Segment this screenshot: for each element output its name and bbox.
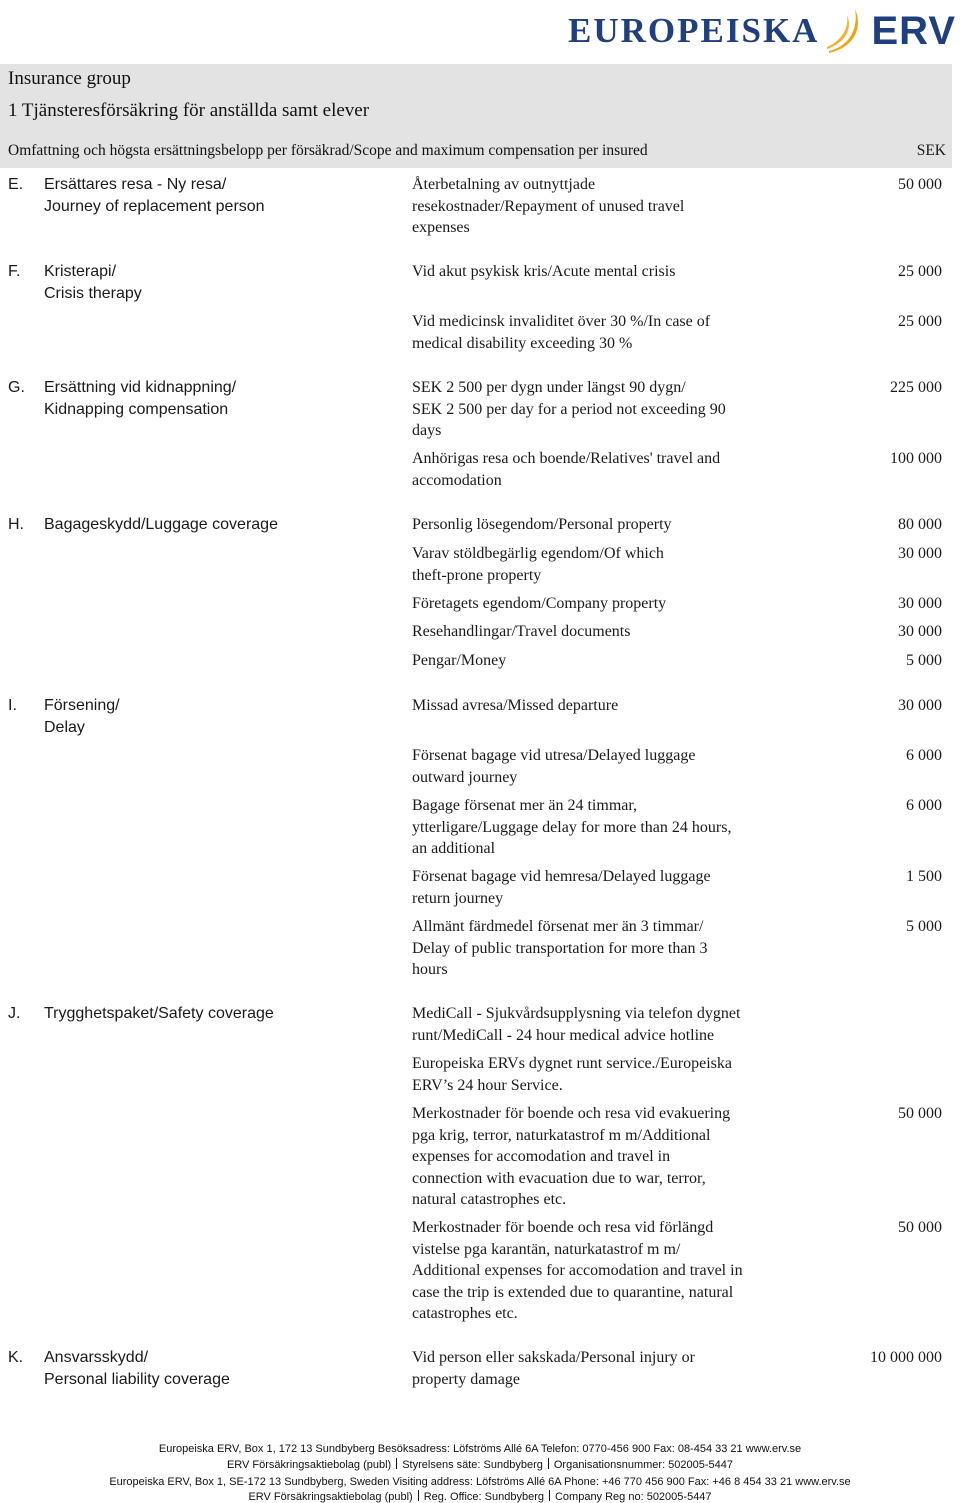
coverage-description: Allmänt färdmedel försenat mer än 3 timmar/ bbox=[412, 918, 704, 935]
coverage-description: expenses for accomodation and travel in bbox=[412, 1148, 671, 1165]
footer-en-line1: Europeiska ERV, Box 1, SE-172 13 Sundbyberg, Sweden Visiting address: Löfströms Allé 6A Phone: +46 770 456 900 Fax: +46 8 454 33 21 www.erv.se bbox=[109, 1476, 851, 1488]
section-label: Ersättares resa - Ny resa/ bbox=[44, 176, 227, 193]
coverage-description: Delay of public transportation for more than 3 bbox=[412, 939, 708, 957]
footer-sv-orgnr: Organisationsnummer: 502005-5447 bbox=[553, 1459, 734, 1471]
section-label: Delay bbox=[44, 718, 85, 736]
coverage-description: SEK 2 500 per dygn under längst 90 dygn/ bbox=[412, 379, 686, 396]
footer-en-line2 bbox=[0, 1490, 960, 1503]
footer-sv-line2 bbox=[0, 1458, 960, 1471]
coverage-amount: 5 000 bbox=[906, 652, 942, 669]
coverage-description: pga krig, terror, naturkatastrof m m/Additional bbox=[412, 1126, 711, 1144]
coverage-description: SEK 2 500 per day for a period not exceeding 90 bbox=[412, 400, 726, 418]
section-label: Kidnapping compensation bbox=[44, 400, 229, 418]
header-subtitle: 1 Tjänsteresförsäkring för anställda samt elever bbox=[8, 100, 370, 121]
coverage-description: Varav stöldbegärlig egendom/Of which bbox=[412, 545, 664, 562]
coverage-description: days bbox=[412, 422, 442, 439]
coverage-description: Resehandlingar/Travel documents bbox=[412, 623, 631, 640]
section-letter: F. bbox=[8, 263, 21, 280]
coverage-description: expenses bbox=[412, 219, 470, 236]
footer-sv-seat: Styrelsens säte: Sundbyberg bbox=[402, 1459, 543, 1471]
coverage-amount: 25 000 bbox=[898, 313, 942, 330]
coverage-description: Vid person eller sakskada/Personal injury or bbox=[412, 1349, 695, 1366]
coverage-description: runt/MediCall - 24 hour medical advice hotline bbox=[412, 1026, 715, 1044]
coverage-description: Additional expenses for accomodation and travel in bbox=[412, 1262, 743, 1279]
footer-en-regnr: Company Reg no: 502005-5447 bbox=[554, 1491, 712, 1503]
coverage-description: Vid akut psykisk kris/Acute mental crisis bbox=[412, 263, 676, 280]
coverage-amount: 225 000 bbox=[890, 379, 942, 396]
coverage-description: Bagage försenat mer än 24 timmar, bbox=[412, 797, 638, 814]
coverage-description: vistelse pga karantän, naturkatastrof m m/ bbox=[412, 1240, 681, 1258]
logo-erv: ERV bbox=[871, 8, 956, 53]
coverage-amount: 50 000 bbox=[898, 1105, 942, 1122]
coverage-description: resekostnader/Repayment of unused travel bbox=[412, 197, 685, 215]
coverage-description: Personlig lösegendom/Personal property bbox=[412, 516, 672, 533]
section-label: Kristerapi/ bbox=[44, 263, 117, 280]
coverage-amount: 50 000 bbox=[898, 1219, 942, 1236]
coverage-description: Återbetalning av outnyttjade bbox=[412, 176, 596, 193]
footer-en-company: ERV Försäkringsaktiebolag (publ) bbox=[248, 1491, 413, 1503]
coverage-amount: 25 000 bbox=[898, 263, 942, 280]
document-header bbox=[0, 64, 952, 168]
coverage-description: natural catastrophes etc. bbox=[412, 1191, 567, 1208]
section-label: Bagageskydd/Luggage coverage bbox=[44, 516, 278, 533]
header-title: Insurance group bbox=[8, 68, 131, 89]
header-scope: Omfattning och högsta ersättningsbelopp per försäkrad/Scope and maximum compensation per insured bbox=[8, 142, 648, 159]
section-letter: J. bbox=[8, 1005, 21, 1022]
section-letter: K. bbox=[8, 1349, 24, 1366]
coverage-description: Merkostnader för boende och resa vid förlängd bbox=[412, 1219, 714, 1236]
coverage-description: Försenat bagage vid hemresa/Delayed luggage bbox=[412, 868, 711, 885]
coverage-amount: 6 000 bbox=[906, 747, 942, 764]
section-label: Personal liability coverage bbox=[44, 1370, 230, 1388]
logo-swoosh-icon bbox=[825, 7, 865, 55]
section-letter: I. bbox=[8, 697, 17, 714]
section-label: Ersättning vid kidnappning/ bbox=[44, 379, 237, 396]
coverage-description: Vid medicinsk invaliditet över 30 %/In case of bbox=[412, 313, 711, 330]
section-letter: H. bbox=[8, 516, 24, 533]
footer-en-office: Reg. Office: Sundbyberg bbox=[423, 1491, 544, 1503]
footer-sv-line1: Europeiska ERV, Box 1, 172 13 Sundbyberg Besöksadress: Löfströms Allé 6A Telefon: 0770-456 900 Fax: 08-454 33 21 www.erv.se bbox=[158, 1443, 802, 1455]
coverage-description: Merkostnader för boende och resa vid evakuering bbox=[412, 1105, 731, 1122]
coverage-description: catastrophes etc. bbox=[412, 1305, 518, 1322]
section-label: Journey of replacement person bbox=[44, 197, 265, 215]
coverage-description: Pengar/Money bbox=[412, 652, 507, 669]
header-currency: SEK bbox=[916, 142, 946, 159]
coverage-amount: 5 000 bbox=[906, 918, 942, 935]
footer-sv-company: ERV Försäkringsaktiebolag (publ) bbox=[226, 1459, 392, 1471]
coverage-description: outward journey bbox=[412, 768, 518, 786]
company-logo bbox=[568, 0, 956, 62]
coverage-description: Missad avresa/Missed departure bbox=[412, 697, 619, 714]
coverage-description: return journey bbox=[412, 889, 504, 907]
logo-wordmark: EUROPEISKA bbox=[568, 11, 820, 50]
coverage-description: ERV’s 24 hour Service. bbox=[412, 1076, 563, 1094]
coverage-amount: 6 000 bbox=[906, 797, 942, 814]
section-label: Ansvarsskydd/ bbox=[44, 1349, 149, 1366]
coverage-amount: 1 500 bbox=[906, 868, 942, 885]
coverage-amount: 80 000 bbox=[898, 516, 942, 533]
coverage-description: an additional bbox=[412, 840, 496, 857]
coverage-amount: 100 000 bbox=[890, 450, 942, 467]
coverage-description: theft-prone property bbox=[412, 566, 542, 584]
coverage-description: Företagets egendom/Company property bbox=[412, 595, 667, 612]
section-letter: E. bbox=[8, 176, 24, 193]
section-label: Crisis therapy bbox=[44, 284, 142, 302]
coverage-description: ytterligare/Luggage delay for more than 24 hours, bbox=[412, 818, 732, 836]
coverage-amount: 30 000 bbox=[898, 595, 942, 612]
coverage-amount: 30 000 bbox=[898, 623, 942, 640]
coverage-description: Anhörigas resa och boende/Relatives' travel and bbox=[412, 450, 721, 467]
coverage-description: medical disability exceeding 30 % bbox=[412, 334, 633, 352]
section-label: Försening/ bbox=[44, 697, 120, 714]
coverage-description: MediCall - Sjukvårdsupplysning via telefon dygnet bbox=[412, 1005, 741, 1022]
coverage-amount: 50 000 bbox=[898, 176, 942, 193]
section-letter: G. bbox=[8, 379, 25, 396]
coverage-description: connection with evacuation due to war, terror, bbox=[412, 1169, 706, 1187]
coverage-amount: 30 000 bbox=[898, 697, 942, 714]
coverage-amount: 30 000 bbox=[898, 545, 942, 562]
coverage-description: accomodation bbox=[412, 471, 502, 489]
section-label: Trygghetspaket/Safety coverage bbox=[44, 1005, 274, 1022]
coverage-description: case the trip is extended due to quarantine, natural bbox=[412, 1283, 734, 1301]
coverage-description: hours bbox=[412, 961, 448, 978]
coverage-description: Europeiska ERVs dygnet runt service./Europeiska bbox=[412, 1055, 732, 1072]
coverage-description: Försenat bagage vid utresa/Delayed luggage bbox=[412, 747, 696, 764]
coverage-amount: 10 000 000 bbox=[870, 1349, 942, 1366]
coverage-description: property damage bbox=[412, 1370, 520, 1388]
